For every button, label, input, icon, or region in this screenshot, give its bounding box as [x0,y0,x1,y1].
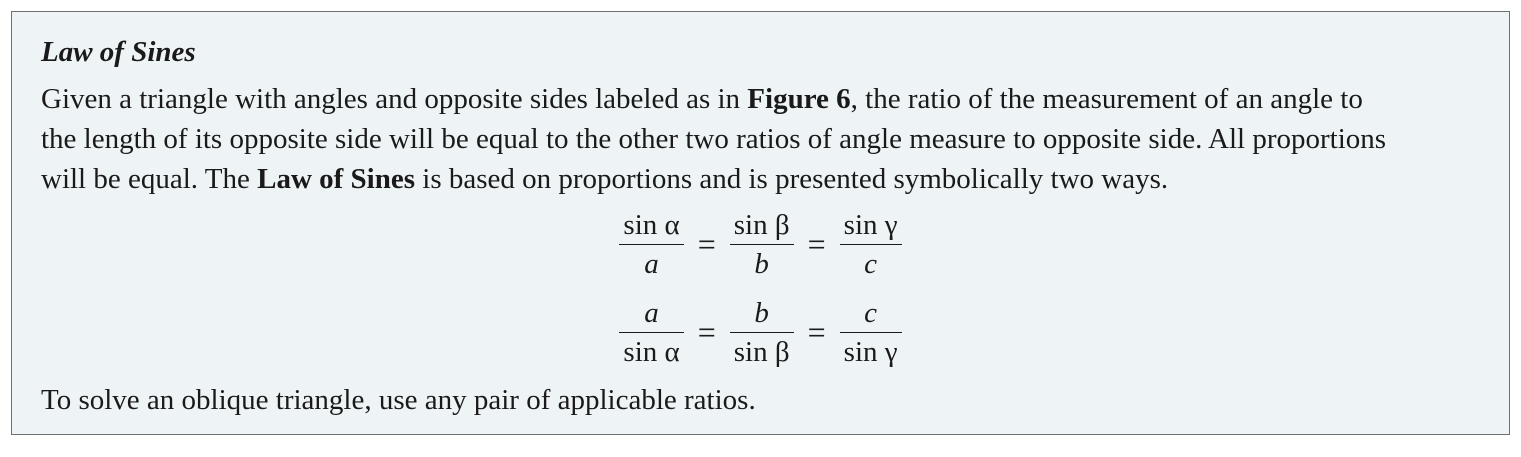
fraction-numerator: c [864,296,878,329]
fraction-beta [730,294,794,371]
fraction-numerator: b [754,296,769,329]
fraction-gamma [840,294,902,371]
fraction-denominator: sin β [733,335,790,368]
callout-body [41,79,1493,199]
fraction-denominator: b [754,247,769,280]
fraction-denominator: sin γ [843,335,898,368]
fraction-numerator: a [644,296,659,329]
fraction-numerator: sin α [623,208,680,241]
body-line-1-start: Given a triangle with angles and opposite sides labeled as in [41,83,748,115]
fraction-denominator: a [644,247,659,280]
formula-sine-over-side [12,202,1509,286]
body-line-3-end: is based on proportions and is presented symbolically two ways. [415,163,1169,195]
callout-footer: To solve an oblique triangle, use any pair of applicable ratios. [41,384,756,416]
body-line-3-start: will be equal. The [41,163,258,195]
fraction-alpha [619,294,683,371]
body-line-3 [41,159,1493,199]
fraction-numerator: sin γ [843,208,898,241]
fraction-beta [730,206,794,283]
body-line-1 [41,79,1493,119]
equals-sign: = [807,226,826,262]
fraction-numerator: sin β [733,208,790,241]
fraction-denominator: sin α [623,335,680,368]
body-line-1-end: , the ratio of the measurement of an angle to [850,83,1363,115]
law-of-sines-term: Law of Sines [257,163,416,195]
formula-side-over-sine [12,290,1509,374]
equals-sign: = [697,226,716,262]
fraction-gamma [840,206,902,283]
figure-reference: Figure 6 [747,83,851,115]
callout-title: Law of Sines [41,36,196,68]
law-of-sines-callout [11,11,1510,435]
body-line-2: the length of its opposite side will be equal to the other two ratios of angle measure to opposite side. All proportions [41,123,1387,155]
equals-sign: = [697,314,716,350]
equals-sign: = [807,314,826,350]
fraction-alpha [619,206,683,283]
fraction-denominator: c [864,247,878,280]
